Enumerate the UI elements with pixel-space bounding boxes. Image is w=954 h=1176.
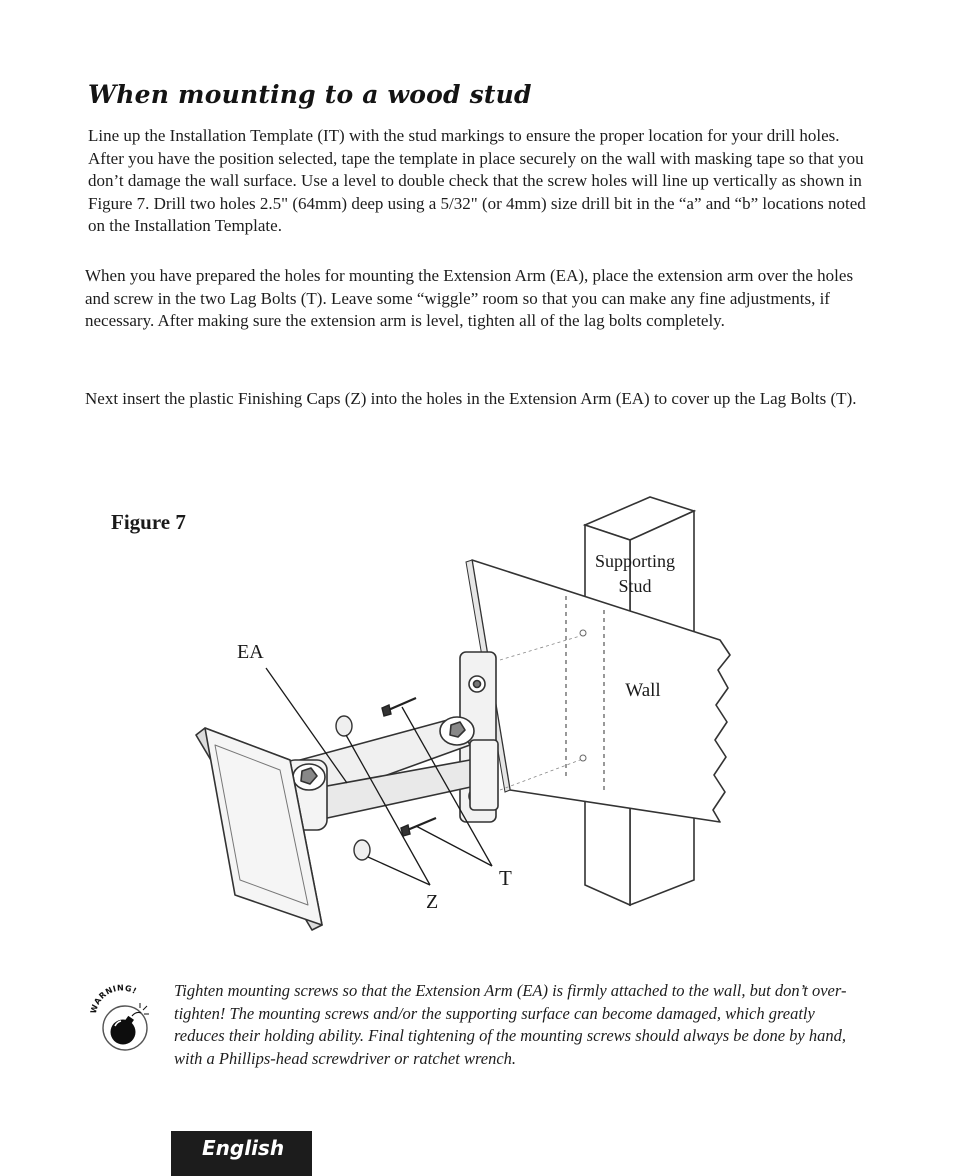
language-tab: English bbox=[171, 1131, 312, 1176]
warning-message: Tighten mounting screws so that the Extension Arm (EA) is firmly attached to the wall, but don’t over-tighten! The mounting screws and/or the supporting surface can become damaged, which greatly reduces their holding ability. Final tightening of the mounting screws should always be done by hand, with a Phillips-head screwdriver or ratchet wrench. bbox=[174, 981, 847, 1068]
label-z: Z bbox=[426, 891, 439, 913]
label-stud: Stud bbox=[618, 576, 652, 596]
instruction-paragraph-lag-bolts: When you have prepared the holes for mounting the Extension Arm (EA), place the extension arm over the holes and screw in the two Lag Bolts (T). Leave some “wiggle” room so that you can make any fine adjustments, if necessary. After making sure the extension arm is level, tighten all of the lag bolts completely. bbox=[85, 266, 854, 331]
label-t: T bbox=[499, 866, 512, 890]
instruction-paragraph-finishing-caps: Next insert the plastic Finishing Caps (Z) into the holes in the Extension Arm (EA) to cover up the Lag Bolts (T). bbox=[85, 389, 857, 408]
instruction-paragraph-template: Line up the Installation Template (IT) with the stud markings to ensure the proper location for your drill holes. After you have the position selected, tape the template in place securely on the wall with masking tape so that you don’t damage the wall surface. Use a level to double check that the screw holes will line up vertically as shown in Figure 7. Drill two holes 2.5" (64mm) deep using a 5/32" (or 4mm) size drill bit in the “a” and “b” locations noted on the Installation Template. bbox=[88, 126, 866, 236]
section-heading: When mounting to a wood stud bbox=[88, 80, 532, 109]
mounting-illustration bbox=[160, 480, 740, 950]
warning-bomb-icon bbox=[88, 982, 158, 1054]
label-ea: EA bbox=[237, 641, 264, 663]
figure-title: Figure 7 bbox=[111, 510, 186, 534]
warning-icon-text: WARNING! bbox=[88, 983, 139, 1015]
label-supporting: Supporting bbox=[594, 551, 676, 571]
tilt-plate bbox=[196, 728, 322, 930]
label-wall: Wall bbox=[625, 680, 661, 701]
